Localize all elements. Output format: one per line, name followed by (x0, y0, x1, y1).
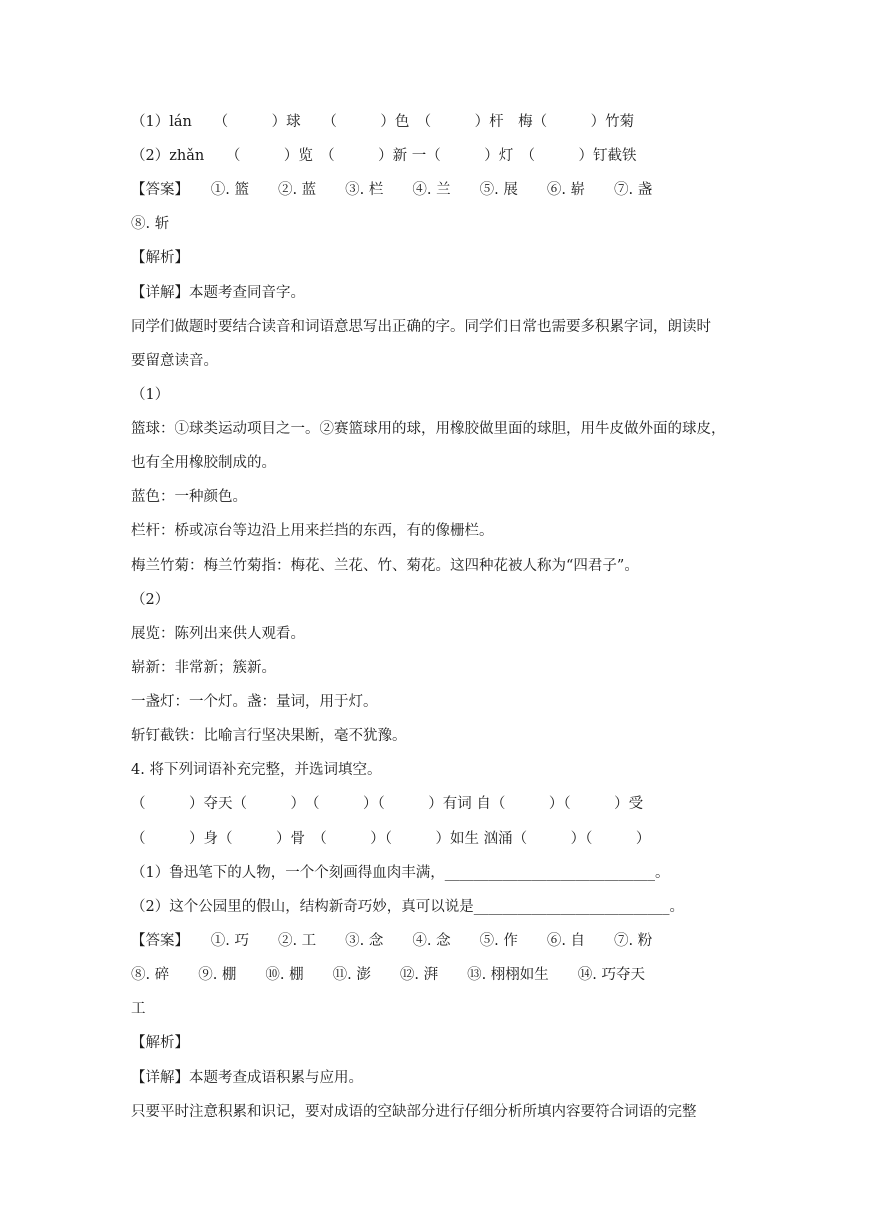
q3-detail-text-2: 要留意读音。 (131, 353, 218, 369)
q3-def-yizhandeng: 一盏灯：一个灯。盏：量词，用于灯。 (131, 694, 378, 710)
q4-answer-continued-2: 工 (131, 1001, 146, 1017)
q3-detail-text-1: 同学们做题时要结合读音和词语意思写出正确的字。同学们日常也需要多积累字词，朗读时 (131, 319, 711, 335)
q4-answer-continued-1: ⑧. 碎 ⑨. 棚 ⑩. 棚 ⑪. 澎 ⑫. 湃 ⑬. 栩栩如生 ⑭. 巧夺天 (131, 967, 646, 983)
q4-question: 4. 将下列词语补充完整，并选词填空。 (131, 762, 382, 778)
q3-def-langan: 栏杆：桥或凉台等边沿上用来拦挡的东西，有的像栅栏。 (131, 523, 494, 539)
q3-item-1-lan: （1）lán （ ）球 （ ）色 （ ）杆 梅（ ）竹菊 (131, 114, 635, 130)
q3-part-1-label: （1） (131, 387, 170, 403)
q3-def-zhandingjietie: 斩钉截铁：比喻言行坚决果断，毫不犹豫。 (131, 728, 407, 744)
q4-sentence-2: （2）这个公园里的假山，结构新奇巧妙，真可以说是___________________________。 (131, 899, 684, 915)
q3-item-2-zhan: （2）zhǎn （ ）览 （ ）新 一（ ）灯 （ ）钉截铁 (131, 148, 637, 164)
q3-def-lanqiu-1: 篮球：①球类运动项目之一。②赛篮球用的球，用橡胶做里面的球胆，用牛皮做外面的球皮， (131, 421, 726, 437)
q4-detail-heading: 【详解】本题考查成语积累与应用。 (131, 1070, 363, 1086)
q3-def-lanqiu-2: 也有全用橡胶制成的。 (131, 455, 276, 471)
q4-answer: 【答案】 ①. 巧 ②. 工 ③. 念 ④. 念 ⑤. 作 ⑥. 自 ⑦. 粉 (131, 933, 653, 949)
q4-detail-text: 只要平时注意积累和识记，要对成语的空缺部分进行仔细分析所填内容要符合词语的完整 (131, 1104, 697, 1120)
q3-def-meilanzhuju: 梅兰竹菊：梅兰竹菊指：梅花、兰花、竹、菊花。这四种花被人称为“四君子”。 (131, 558, 639, 574)
q3-answer: 【答案】 ①. 篮 ②. 蓝 ③. 栏 ④. 兰 ⑤. 展 ⑥. 崭 ⑦. 盏 (131, 182, 653, 198)
q3-detail-heading: 【详解】本题考查同音字。 (131, 285, 305, 301)
q3-def-zhanxin: 崭新：非常新；簇新。 (131, 660, 276, 676)
q3-def-zhanlan: 展览：陈列出来供人观看。 (131, 626, 305, 642)
q4-analysis-heading: 【解析】 (131, 1035, 189, 1051)
q4-sentence-1: （1）鲁迅笔下的人物，一个个刻画得血肉丰满，_____________________________。 (131, 865, 670, 881)
q4-blanks-row-1: （ ）夺天（ ） （ ）（ ）有词 自（ ）（ ）受 (131, 796, 644, 812)
q3-answer-continued: ⑧. 斩 (131, 216, 170, 232)
q3-analysis-heading: 【解析】 (131, 250, 189, 266)
q3-part-2-label: （2） (131, 592, 170, 608)
q3-def-lanse: 蓝色：一种颜色。 (131, 489, 247, 505)
q4-blanks-row-2: （ ）身（ ）骨 （ ）（ ）如生 汹涌（ ）（ ） (131, 831, 651, 847)
